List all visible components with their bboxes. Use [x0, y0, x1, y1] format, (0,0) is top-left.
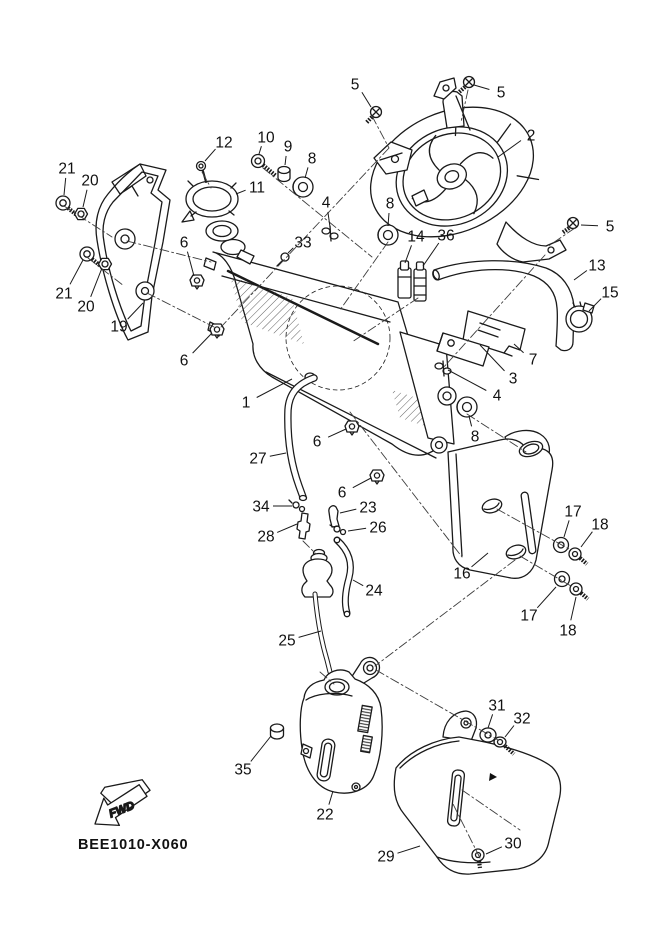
callout-number: 5	[350, 76, 360, 94]
callout-number: 10	[257, 129, 275, 147]
callout-leader-line	[537, 587, 556, 608]
callout-number: 20	[81, 172, 99, 190]
callout-6	[180, 333, 212, 370]
callout-17	[564, 504, 582, 538]
callout-17	[520, 587, 556, 625]
callout-number: 11	[248, 179, 266, 197]
callout-23	[340, 500, 377, 517]
callout-leader-line	[353, 478, 371, 488]
callout-number: 6	[337, 484, 347, 502]
callout-number: 12	[215, 134, 233, 152]
callout-number: 30	[504, 835, 522, 853]
callout-9	[284, 139, 293, 166]
callout-5	[351, 77, 371, 108]
callout-number: 8	[307, 150, 317, 168]
callout-number: 1	[241, 394, 251, 412]
callout-number: 4	[492, 387, 502, 405]
callout-8	[305, 151, 316, 179]
callout-number: 20	[77, 298, 95, 316]
callout-6	[180, 235, 194, 277]
callout-31	[488, 698, 506, 729]
callout-number: 21	[58, 160, 76, 178]
part-22-tank-drawing	[300, 657, 382, 793]
callout-leader-line	[353, 580, 363, 586]
callout-6	[338, 478, 371, 502]
callout-15	[589, 285, 619, 312]
callout-number: 26	[369, 519, 387, 537]
callout-35	[234, 736, 271, 779]
part-1-radiator-drawing	[204, 226, 456, 458]
callout-34	[252, 499, 292, 516]
callout-4	[322, 195, 331, 228]
callout-number: 27	[249, 450, 267, 468]
fwd-marker	[95, 780, 150, 826]
callout-number: 33	[294, 234, 312, 252]
part-36-clamp-drawing	[414, 262, 426, 301]
callout-number: 5	[605, 218, 615, 236]
callout-number: 35	[234, 761, 252, 779]
part-28-joint-drawing	[297, 513, 310, 539]
callout-number: 7	[528, 351, 538, 369]
callout-leader-line	[257, 379, 292, 398]
callout-number: 3	[508, 370, 518, 388]
callout-number: 28	[257, 528, 275, 546]
callout-number: 19	[110, 318, 128, 336]
callout-number: 21	[55, 285, 73, 303]
callout-24	[353, 580, 383, 600]
callout-leader-line	[91, 268, 102, 297]
callout-leader-line	[299, 631, 321, 637]
callout-28	[257, 524, 297, 546]
callout-leader-line	[270, 453, 286, 456]
callout-leader-line	[405, 245, 412, 263]
callout-leader-line	[70, 260, 83, 284]
callout-5	[581, 219, 614, 236]
part-21-screws-drawing	[56, 196, 102, 267]
callout-number: 6	[179, 352, 189, 370]
callout-22	[316, 791, 333, 824]
fwd-label: FWD	[107, 799, 137, 821]
part-16-bracket-drawing	[448, 430, 553, 578]
callout-number: 23	[359, 499, 377, 517]
callout-leader-line	[64, 178, 66, 195]
callout-18	[559, 597, 576, 640]
callout-leader-line	[83, 190, 87, 207]
callout-number: 29	[377, 848, 395, 866]
callout-number: 13	[588, 257, 606, 275]
callout-number: 18	[559, 622, 577, 640]
callout-number: 8	[385, 195, 395, 213]
callout-leader-line	[305, 167, 308, 178]
part-14-sensor-drawing	[398, 261, 411, 298]
callout-5	[474, 85, 505, 102]
callout-leader-line	[581, 532, 592, 547]
callout-number: 17	[564, 503, 582, 521]
callout-number: 9	[283, 138, 293, 156]
callout-leader-line	[362, 92, 371, 107]
part-9-collar-drawing	[278, 167, 290, 182]
part-26-clip-drawing	[330, 525, 346, 535]
callout-leader-line	[474, 85, 489, 90]
callout-leader-line	[187, 252, 194, 276]
callout-number: 4	[321, 194, 331, 212]
callout-27	[249, 451, 286, 468]
part-18-bolts-drawing	[569, 548, 588, 599]
callout-leader-line	[328, 429, 346, 437]
callout-leader-line	[193, 333, 212, 353]
part-31-washer-drawing	[480, 728, 496, 742]
callout-number: 24	[365, 582, 383, 600]
callout-number: 6	[312, 433, 322, 451]
callout-number: 22	[316, 806, 334, 824]
part-35-grommet-drawing	[271, 724, 284, 739]
callout-number: 18	[591, 516, 609, 534]
callout-number: 36	[437, 227, 455, 245]
callout-20	[77, 268, 102, 316]
callout-leader-line	[340, 509, 356, 513]
part-23-pipe-drawing	[329, 506, 339, 527]
callout-number: 17	[520, 607, 538, 625]
callout-leader-line	[329, 791, 333, 805]
part-10-bolt-drawing	[252, 155, 277, 177]
callout-6	[313, 429, 346, 451]
callout-25	[278, 631, 321, 650]
callout-7	[514, 344, 537, 369]
callout-number: 32	[513, 710, 531, 728]
callout-21	[58, 161, 75, 196]
callout-leader-line	[236, 190, 246, 194]
part-25-funnel-drawing	[302, 550, 333, 673]
callout-21	[55, 260, 83, 303]
callout-number: 34	[252, 498, 270, 516]
callout-33	[288, 235, 312, 254]
callout-14	[405, 229, 425, 264]
part-code: BEE1010-X060	[78, 837, 189, 853]
callout-32	[505, 711, 531, 738]
callout-number: 5	[496, 84, 506, 102]
callout-29	[377, 846, 420, 866]
part-24-hose-drawing	[334, 537, 350, 616]
callout-number: 15	[601, 284, 619, 302]
callout-leader-line	[277, 524, 297, 532]
part-11-radiator-cap-drawing	[182, 181, 238, 241]
callout-number: 2	[526, 127, 536, 145]
callout-11	[236, 180, 265, 197]
callout-number: 14	[407, 228, 425, 246]
callout-number: 31	[488, 697, 506, 715]
callout-number: 16	[453, 565, 471, 583]
callout-10	[257, 130, 275, 155]
callout-number: 25	[278, 632, 296, 650]
callout-leader-line	[285, 156, 286, 165]
callout-18	[581, 517, 609, 548]
callout-number: 6	[179, 234, 189, 252]
callout-leader-line	[259, 146, 261, 154]
callout-26	[348, 520, 387, 537]
callout-leader-line	[423, 243, 439, 266]
callout-leader-line	[469, 416, 472, 426]
callout-leader-line	[488, 714, 493, 728]
callout-number: 8	[470, 428, 480, 446]
callout-leader-line	[571, 597, 576, 620]
callout-leader-line	[448, 370, 486, 391]
part-12-screw-drawing	[197, 162, 207, 183]
callout-20	[81, 173, 99, 208]
callout-13	[574, 258, 606, 281]
callout-leader-line	[348, 528, 366, 531]
callout-leader-line	[205, 149, 216, 161]
callout-leader-line	[251, 736, 271, 761]
callout-leader-line	[574, 271, 587, 281]
callout-leader-line	[328, 212, 330, 227]
callout-leader-line	[398, 846, 421, 853]
callout-leader-line	[581, 225, 598, 226]
callout-12	[205, 135, 233, 162]
callout-leader-line	[564, 520, 569, 537]
